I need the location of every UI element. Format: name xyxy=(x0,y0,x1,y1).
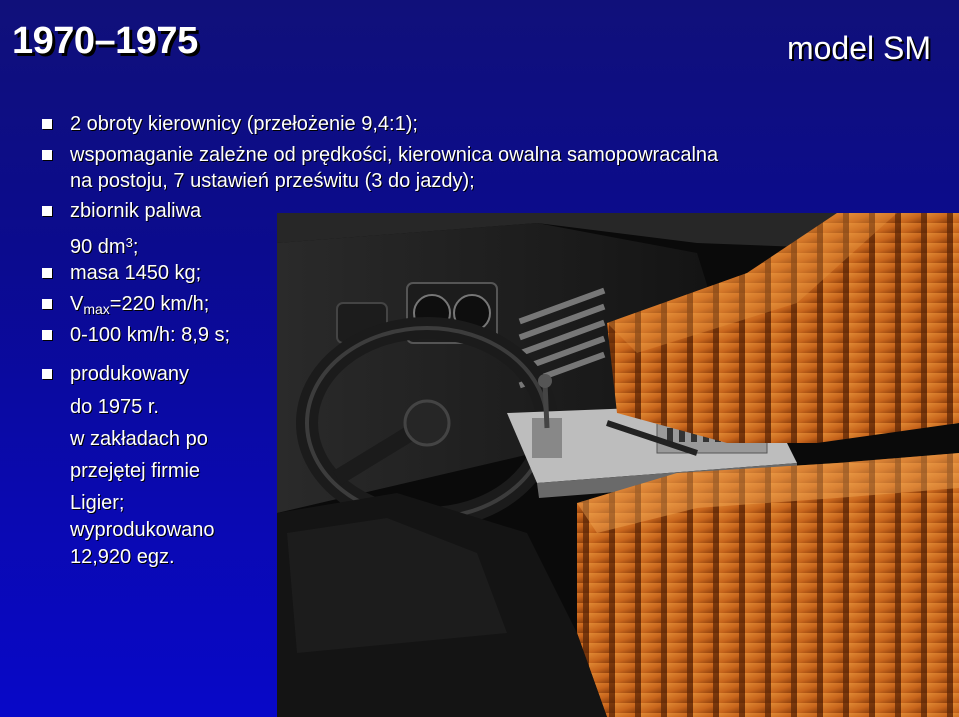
car-interior-illustration xyxy=(277,213,959,717)
bullet-steering-turns: 2 obroty kierownicy (przełożenie 9,4:1); xyxy=(70,113,418,135)
bullet-production-l3: w zakładach po xyxy=(70,428,208,450)
vmax-subscript: max xyxy=(83,301,110,317)
bullet-square-icon xyxy=(42,330,52,340)
vmax-symbol: V xyxy=(70,293,84,315)
front-seat xyxy=(577,453,959,717)
bullet-acceleration: 0-100 km/h: 8,9 s; xyxy=(70,324,231,346)
bullet-power-steering-cont: na postoju, 7 ustawień prześwitu (3 do jazdy); xyxy=(70,170,475,192)
bullet-mass: masa 1450 kg; xyxy=(70,262,202,284)
bullet-square-icon xyxy=(42,369,52,379)
bullet-fuel-tank-volume xyxy=(70,231,138,259)
bullet-fuel-tank: zbiornik paliwa xyxy=(70,200,202,222)
fuel-volume-value: 90 dm xyxy=(70,236,126,258)
bullet-production: produkowany xyxy=(70,363,189,385)
bullet-square-icon xyxy=(42,268,52,278)
bullet-production-l2: do 1975 r. xyxy=(70,396,159,418)
bullet-vmax xyxy=(70,292,209,321)
bullet-square-icon xyxy=(42,119,52,129)
bullet-production-l6: wyprodukowano xyxy=(70,519,215,541)
car-interior-photo xyxy=(277,213,959,717)
bullet-production-l5: Ligier; xyxy=(70,492,125,514)
slide-subtitle: model SM xyxy=(786,30,931,66)
fuel-volume-end: ; xyxy=(132,236,139,258)
bullet-square-icon xyxy=(42,150,52,160)
fuel-volume-unit-sup: 3 xyxy=(125,235,133,250)
bullet-power-steering: wspomaganie zależne od prędkości, kierownica owalna samopowracalna xyxy=(70,144,719,166)
bullet-square-icon xyxy=(42,206,52,216)
bullet-square-icon xyxy=(42,299,52,309)
slide-title: 1970–1975 xyxy=(12,20,198,62)
vmax-value: =220 km/h; xyxy=(109,293,210,315)
bullet-production-l4: przejętej firmie xyxy=(70,460,201,482)
bullet-production-l7: 12,920 egz. xyxy=(70,546,175,568)
